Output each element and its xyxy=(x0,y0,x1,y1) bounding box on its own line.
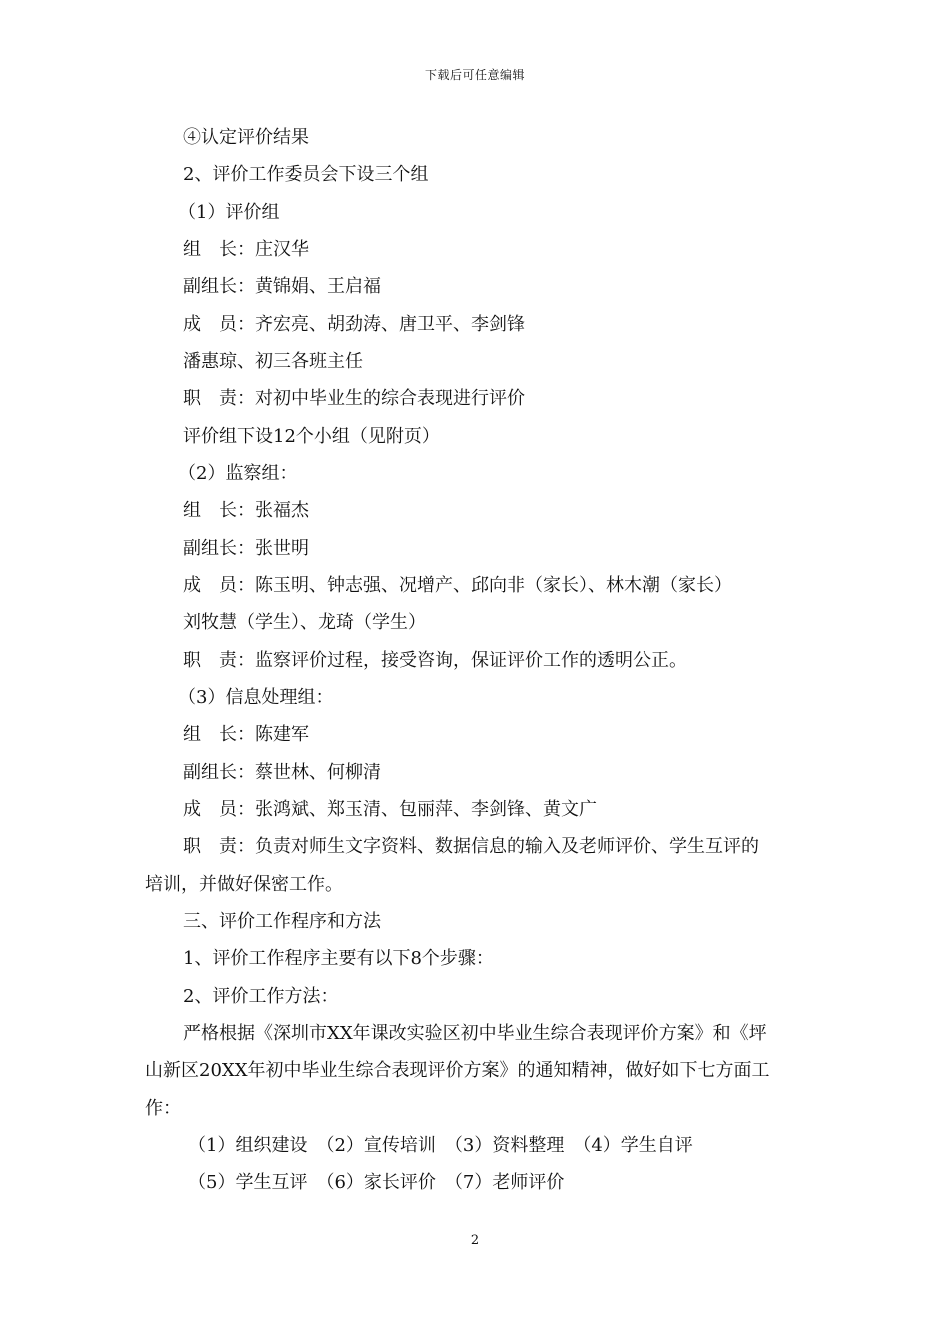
text-line-23: 1、评价工作程序主要有以下8个步骤： xyxy=(183,948,494,969)
text-line-8: 职 责：对初中毕业生的综合表现进行评价 xyxy=(183,388,525,409)
text-line-25: 严格根据《深圳市XX年课改实验区初中毕业生综合表现评价方案》和《坪 xyxy=(183,1023,767,1044)
text-line-29: （5）学生互评 （6）家长评价 （7）老师评价 xyxy=(188,1172,565,1193)
text-line-18: 副组长：蔡世林、何柳清 xyxy=(183,762,381,783)
text-line-24: 2、评价工作方法： xyxy=(183,986,339,1007)
text-line-6: 成 员：齐宏亮、胡劲涛、唐卫平、李剑锋 xyxy=(183,314,525,335)
text-line-17: 组 长：陈建军 xyxy=(183,724,309,745)
page-header: 下载后可任意编辑 xyxy=(424,68,525,82)
text-line-28: （1）组织建设 （2）宣传培训 （3）资料整理 （4）学生自评 xyxy=(188,1135,693,1156)
text-line-19: 成 员：张鸿斌、郑玉清、包丽萍、李剑锋、黄文广 xyxy=(183,799,597,820)
text-line-26: 山新区20XX年初中毕业生综合表现评价方案》的通知精神，做好如下七方面工 xyxy=(145,1060,770,1081)
text-line-5: 副组长：黄锦娟、王启福 xyxy=(183,276,381,297)
page-number: 2 xyxy=(470,1233,480,1248)
text-line-4: 组 长：庄汉华 xyxy=(183,239,309,260)
text-line-21: 培训，并做好保密工作。 xyxy=(145,874,343,895)
text-line-1: ④认定评价结果 xyxy=(183,127,309,148)
text-line-12: 副组长：张世明 xyxy=(183,538,309,559)
text-line-7: 潘惠琼、初三各班主任 xyxy=(183,351,363,372)
text-line-2: 2、评价工作委员会下设三个组 xyxy=(183,164,429,185)
text-line-14: 刘牧慧（学生）、龙琦（学生） xyxy=(183,612,426,633)
text-line-13: 成 员：陈玉明、钟志强、况增产、邱向非（家长）、林木潮（家长） xyxy=(183,575,732,596)
text-line-15: 职 责：监察评价过程，接受咨询，保证评价工作的透明公正。 xyxy=(183,650,687,671)
text-line-20: 职 责：负责对师生文字资料、数据信息的输入及老师评价、学生互评的 xyxy=(183,836,759,857)
text-line-22: 三、评价工作程序和方法 xyxy=(183,911,381,932)
text-line-3: （1）评价组 xyxy=(178,202,280,223)
text-line-10: （2）监察组： xyxy=(178,463,298,484)
text-line-9: 评价组下设12个小组（见附页） xyxy=(183,426,440,447)
text-line-16: （3）信息处理组： xyxy=(178,687,334,708)
text-line-11: 组 长：张福杰 xyxy=(183,500,309,521)
text-line-27: 作： xyxy=(145,1098,181,1119)
